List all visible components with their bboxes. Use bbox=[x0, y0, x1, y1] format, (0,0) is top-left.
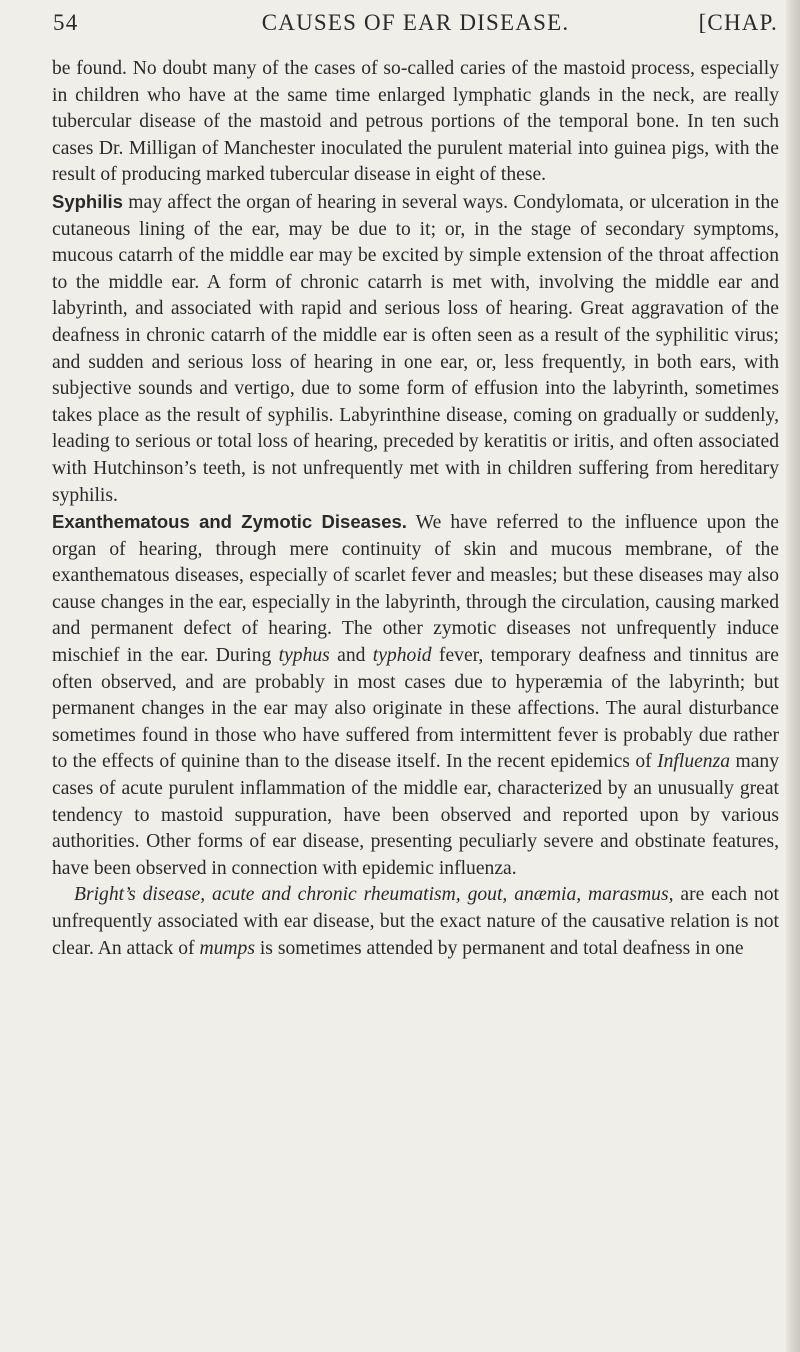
italic-term: mumps bbox=[199, 937, 255, 959]
paragraph-exanthematous bbox=[52, 509, 779, 882]
italic-term: typhoid bbox=[372, 645, 432, 667]
paragraph-other-diseases bbox=[52, 882, 779, 962]
paragraph-text: and bbox=[329, 645, 373, 667]
page-number: 54 bbox=[53, 10, 79, 35]
italic-term: Bright’s disease, acute and chronic rheumatism, gout, anæmia, marasmus, bbox=[74, 884, 674, 906]
italic-term: typhus bbox=[278, 645, 330, 667]
paragraph-text: be found. No doubt many of the cases of so-called caries of the mastoid process, especially in children who have at the same time enlarged lymphatic glands in the neck, are really tubercular disease of the mastoid and petrous portions of the temporal bone. In ten such cases Dr. Milligan of Manchester inoculated the purulent material into guinea pigs, with the result of producing marked tubercular disease in eight of these. bbox=[52, 58, 779, 186]
running-title: CAUSES OF EAR DISEASE. bbox=[261, 10, 570, 35]
paragraph-text: many cases of acute purulent inflammation of the middle ear, characterized by an unusually great tendency to mastoid suppuration, have been observed and reported upon by various authorities. Other forms of ear disease, presenting peculiarly severe and obstinate features, have been observed in connection with epidemic influenza. bbox=[52, 751, 779, 879]
paragraph-syphilis bbox=[52, 189, 779, 509]
running-header bbox=[53, 8, 778, 42]
section-heading-exanthematous: Exanthematous and Zymotic Diseases. bbox=[52, 511, 407, 533]
paragraph-tubercular bbox=[52, 56, 779, 189]
italic-term: Influenza bbox=[657, 751, 731, 773]
paragraph-text: is sometimes attended by permanent and total deafness in one bbox=[254, 937, 744, 959]
paragraph-text: may affect the organ of hearing in several ways. Condylomata, or ulceration in the cutaneous lining of the ear, may be due to it; or, in the stage of secondary symptoms, mucous catarrh of the middle ear may be excited by simple extension of the throat affection to the middle ear. A form of chronic catarrh is met with, involving the middle ear and labyrinth, and associated with rapid and serious loss of hearing. Great aggravation of the deafness in chronic catarrh of the middle ear is often seen as a result of the syphilitic virus; and sudden and serious loss of hearing in one ear, or, less frequently, in both ears, with subjective sounds and vertigo, due to some form of effusion into the labyrinth, sometimes takes place as the result of syphilis. Labyrinthine disease, coming on gradually or suddenly, leading to serious or total loss of hearing, preceded by keratitis or iritis, and often associated with Hutchinson’s teeth, is not unfrequently met with in children suffering from hereditary syphilis. bbox=[52, 191, 779, 506]
page-edge bbox=[786, 0, 800, 1352]
paragraph-text: We have referred to the influence upon the organ of hearing, through mere continuity of skin and mucous membrane, of the exanthematous diseases, especially of scarlet fever and measles; but these diseases may also cause changes in the ear, especially in the labyrinth, through the circulation, causing marked and permanent defect of hearing. The other zymotic diseases not unfrequently induce mischief in the ear. During bbox=[52, 512, 779, 667]
section-heading-syphilis: Syphilis bbox=[52, 190, 123, 212]
paragraph-text: fever, temporary deafness and tinnitus are often observed, and are probably in most cases due to hyperæmia of the labyrinth; but permanent changes in the ear may also originate in these affections. The aural disturbance sometimes found in those who have suffered from intermittent fever is probably due rather to the effects of quinine than to the disease itself. In the recent epidemics of bbox=[52, 645, 779, 773]
chapter-label: [CHAP. bbox=[698, 10, 778, 35]
paragraph-text: are each not unfrequently associated with ear disease, but the exact nature of the causative relation is not clear. An attack of bbox=[52, 884, 779, 959]
body-text bbox=[52, 56, 779, 962]
